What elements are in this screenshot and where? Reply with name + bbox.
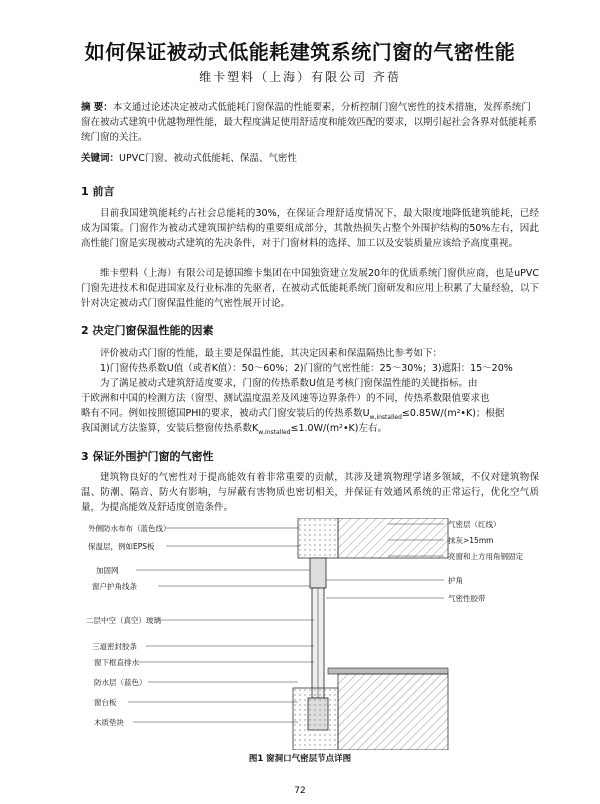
- fig-label-left-3: 窗户护角线条: [92, 582, 137, 591]
- u-subscript: w,installed: [369, 413, 402, 421]
- upper-insulation: [298, 518, 338, 558]
- section-3-paragraph-1: 建筑物良好的气密性对于提高能效有着非常重要的贡献，其涉及建筑物理学诸多领域，不仅对建筑物保温、防潮、隔音、防火有影响，与屏蔽有害物质也密切相关，并保证有效通风系统的正常运行，优化空气质量，为提高能效及舒适度创造条件。: [81, 472, 539, 513]
- fig-label-left-1: 保温层，例如EPS板: [88, 542, 155, 551]
- abstract-text: 本文通过论述决定被动式低能耗门窗保温的性能要素，分析控制门窗气密性的技术措施，发挥系统门窗在被动式建筑中优越物理性能，最大程度满足使用舒适度和能效匹配的要求，以期引起社会各界对低能耗系统门窗的关注。: [81, 102, 538, 143]
- section-2-heading: 2 决定门窗保温性能的因素: [81, 324, 214, 337]
- section-1-paragraph-2: 维卡塑料（上海）有限公司是德国维卡集团在中国独资建立发展20年的优质系统门窗供应商，也是uPVC门窗先进技术和促进国家及行业标准的先驱者，在被动式低能耗系统门窗研发和应用上积累了大量经验，以下针对决定被动式门窗保温性能的气密性展开讨论。: [81, 268, 539, 309]
- sill-board: [328, 668, 448, 674]
- author-line: 维卡塑料（上海）有限公司 齐蓓: [199, 70, 401, 84]
- section-2-line-6: [81, 421, 539, 440]
- section-3-heading: 3 保证外围护门窗的气密性: [81, 450, 214, 463]
- abstract-label: 摘 要：: [81, 102, 113, 113]
- fig-label-left-6: 窗下框直排水: [94, 658, 139, 667]
- fig-label-right-4: 气密性胶带: [448, 594, 486, 603]
- abstract: [81, 100, 539, 145]
- section-2-line-4: 于欧洲和中国的检测方法（窗型、测试温度温差及风速等边界条件）的不同，传热系数限值要求也: [81, 393, 490, 404]
- fig-label-left-7: 防水层（蓝色）: [94, 678, 147, 687]
- fig-label-right-3: 护角: [448, 576, 463, 585]
- fig-label-left-9: 木质垫块: [94, 718, 124, 727]
- keywords-text: UPVC门窗、被动式低能耗、保温、气密性: [119, 153, 297, 164]
- paper-title: 如何保证被动式低能耗建筑系统门窗的气密性能: [84, 40, 516, 64]
- upper-frame-profile: [310, 558, 326, 588]
- fig-label-right-1: 抹灰>15mm: [448, 536, 494, 545]
- k-subscript: w,installed: [258, 428, 291, 436]
- section-2-line-5-tail: ≤0.85W/(m²•K)；根据: [401, 408, 505, 419]
- section-1-paragraph-1: 目前我国建筑能耗约占社会总能耗的30%，在保证合理舒适度情况下，最大限度地降低建筑能耗，已经成为国策。门窗作为被动式建筑围护结构的重要组成部分，其散热损失占整个外围护结构的50%左右，因此高性能门窗是实现被动式建筑的先决条件，对于门窗材料的选择、加工以及安装质量应该给予高度重视。: [81, 208, 539, 249]
- fig-label-right-2: 亮窗和上方用角钢固定: [448, 552, 523, 561]
- fig-label-left-5: 三道密封胶条: [92, 642, 137, 651]
- section-2-line-6-text: 我国测试方法鉴算，安装后整窗传热系数K: [81, 423, 259, 434]
- section-2-line-5-text: 略有不同。例如按照德国PHI的要求，被动式门窗安装后的传热系数U: [81, 408, 370, 419]
- section-2-line-2: 1)门窗传热系数U值（或者K值）：50～60%；2)门窗的气密性能：25～30%；3)遮阳：15～20%: [100, 363, 513, 374]
- section-1-heading: 1 前言: [81, 185, 115, 198]
- page-number: 72: [294, 786, 306, 796]
- keywords: [81, 150, 539, 164]
- fig-label-left-2: 加固网: [96, 566, 119, 575]
- keywords-label: 关键词：: [81, 153, 120, 164]
- figure-caption: 图1 窗洞口气密层节点详图: [248, 754, 352, 764]
- lower-wall: [338, 674, 448, 750]
- section-2-line-1: 评价被动式门窗的性能，最主要是保温性能，其决定因素和保温隔热比参考如下：: [100, 348, 443, 359]
- section-2-line-3: 为了满足被动式建筑舒适度要求，门窗的传热系数U值是考核门窗保温性能的关键指标。由: [100, 378, 478, 389]
- fig-label-left-8: 窗台板: [94, 698, 117, 707]
- section-2-line-6-tail: ≤1.0W/(m²•K)左右。: [290, 423, 387, 434]
- lower-insulation: [293, 688, 338, 750]
- fig-label-left-4: 二层中空（真空）玻璃: [86, 616, 161, 625]
- fig-label-right-0: 气密层（红线）: [448, 520, 501, 529]
- window-detail-figure: [86, 518, 523, 750]
- fig-label-left-0: 外侧防水布布（蓝色线）: [88, 524, 171, 533]
